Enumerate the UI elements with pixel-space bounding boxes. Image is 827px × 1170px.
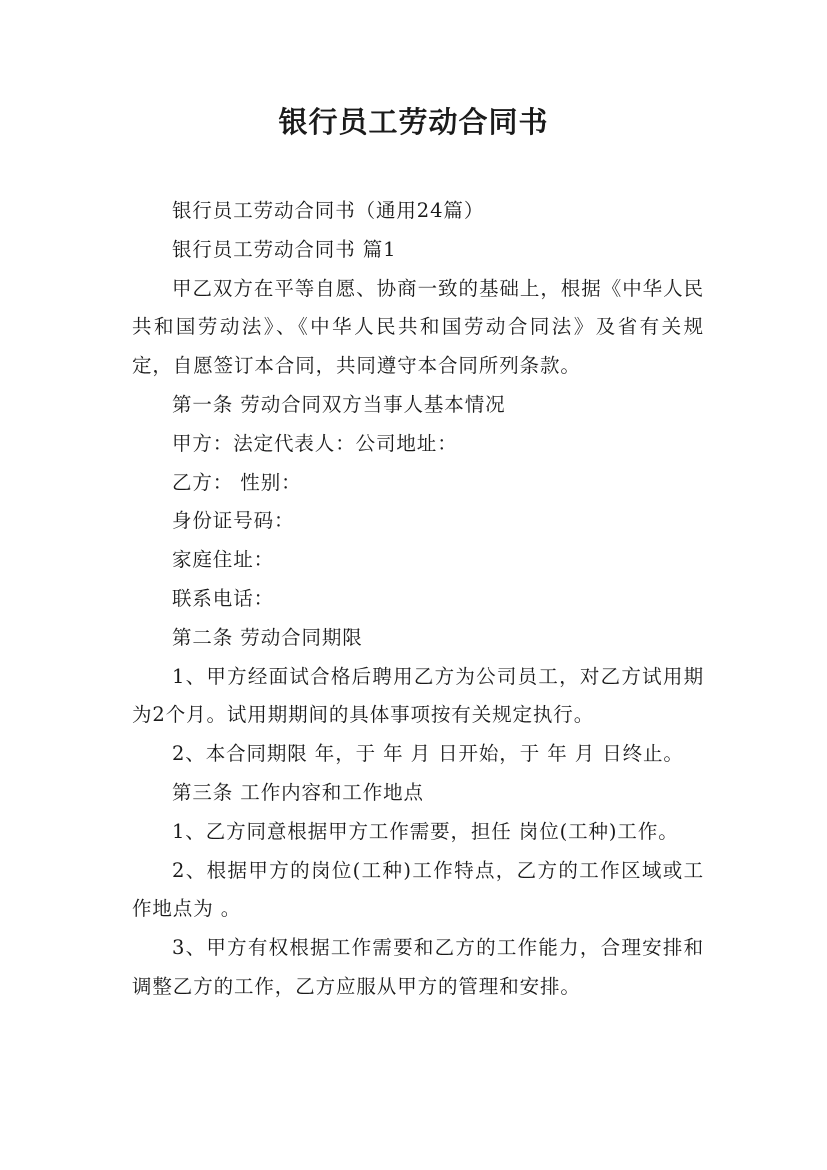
article-3-clause-3: 3、甲方有权根据工作需要和乙方的工作能力，合理安排和调整乙方的工作，乙方应服从甲方的管理和安排。 (132, 936, 704, 998)
document-title: 银行员工劳动合同书 (278, 105, 549, 139)
phone-line: 联系电话： (172, 586, 275, 610)
document-body (132, 192, 704, 1007)
party-a-line: 甲方：法定代表人：公司地址： (172, 431, 458, 455)
article-3-clause-1: 1、乙方同意根据甲方工作需要，担任 岗位(工种)工作。 (172, 819, 679, 843)
party-b-line: 乙方： 性别： (172, 470, 302, 494)
paragraph-preamble: 甲乙双方在平等自愿、协商一致的基础上，根据《中华人民共和国劳动法》、《中华人民共和国劳动合同法》及省有关规定，自愿签订本合同，共同遵守本合同所列条款。 (132, 276, 704, 378)
article-2-clause-1: 1、甲方经面试合格后聘用乙方为公司员工，对乙方试用期为2个月。试用期期间的具体事项按有关规定执行。 (132, 664, 704, 727)
home-address-line: 家庭住址： (172, 548, 275, 572)
article-3-clause-2: 2、根据甲方的岗位(工种)工作特点，乙方的工作区域或工作地点为 。 (132, 858, 704, 921)
article-2-clause-2: 2、本合同期限 年，于 年 月 日开始，于 年 月 日终止。 (172, 742, 684, 766)
id-number-line: 身份证号码： (172, 509, 295, 533)
article-2-heading: 第二条 劳动合同期限 (172, 625, 363, 649)
article-1-heading: 第一条 劳动合同双方当事人基本情况 (172, 392, 506, 416)
paragraph-subtitle: 银行员工劳动合同书（通用24篇） (172, 199, 485, 222)
paragraph-section-heading: 银行员工劳动合同书 篇1 (172, 237, 397, 261)
article-3-heading: 第三条 工作内容和工作地点 (172, 780, 424, 804)
